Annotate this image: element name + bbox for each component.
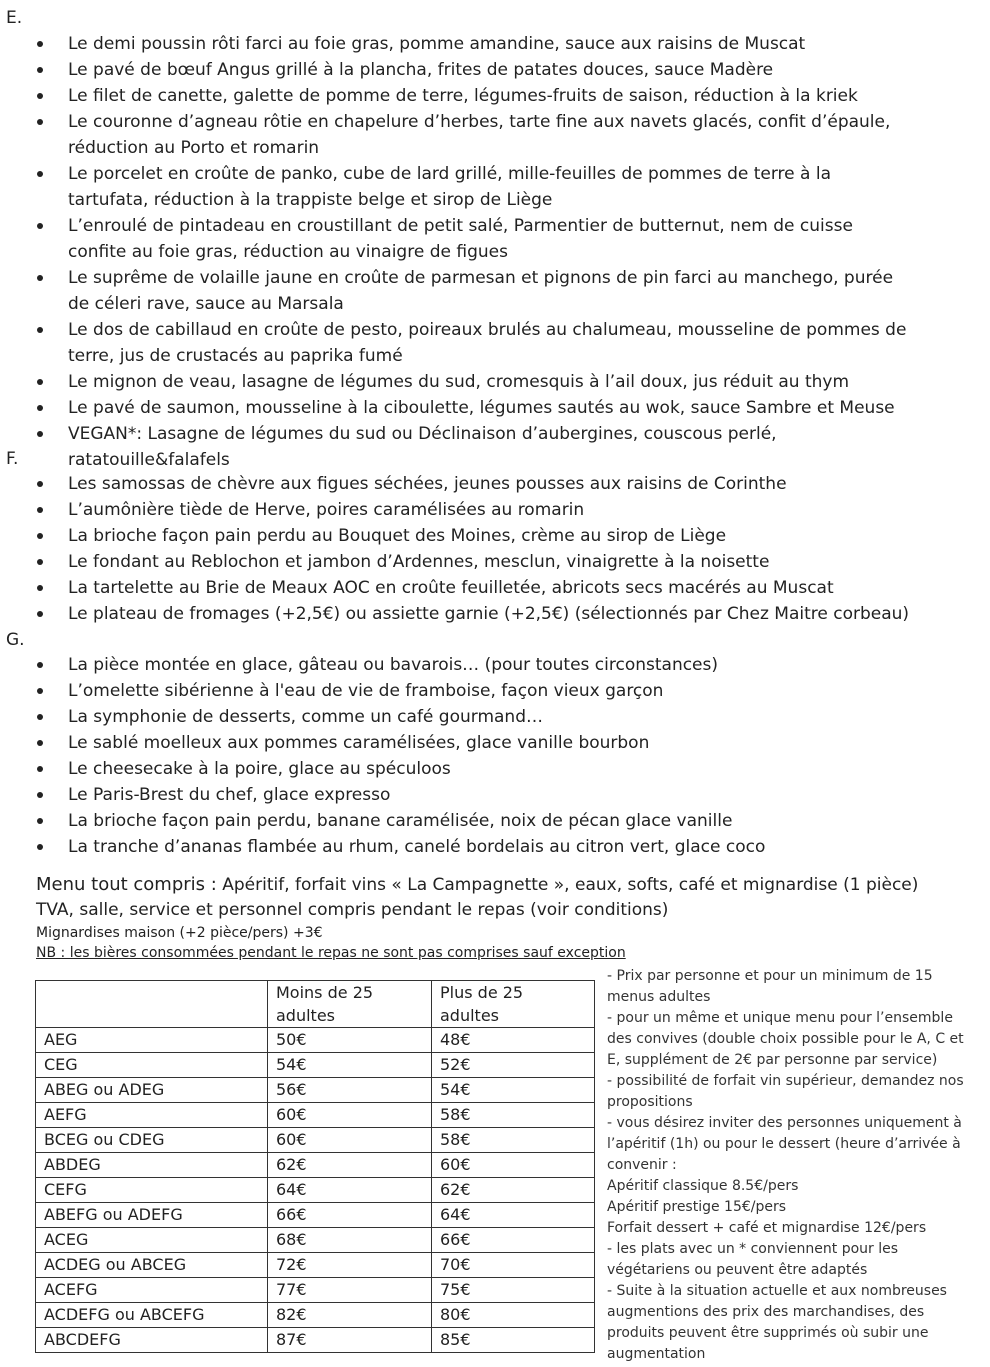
table-row bbox=[36, 1128, 595, 1153]
table-row bbox=[36, 1203, 595, 1228]
menu-combo-cell: CEG bbox=[36, 1053, 268, 1078]
menu-combo-cell: ACDEG ou ABCEG bbox=[36, 1253, 268, 1278]
price-cell: 60€ bbox=[268, 1128, 432, 1153]
table-row bbox=[36, 1303, 595, 1328]
price-cell: 58€ bbox=[432, 1128, 595, 1153]
dish-item: Le mignon de veau, lasagne de légumes du sud, cromesquis à l’ail doux, jus réduit au thym bbox=[0, 369, 990, 395]
menu-combo-cell: ABDEG bbox=[36, 1153, 268, 1178]
menu-combo-cell: ABEFG ou ADEFG bbox=[36, 1203, 268, 1228]
dish-item: La brioche façon pain perdu, banane caramélisée, noix de pécan glace vanille bbox=[0, 808, 990, 834]
price-cell: 68€ bbox=[268, 1228, 432, 1253]
menu-combo-cell: AEFG bbox=[36, 1103, 268, 1128]
dish-item: Le Paris-Brest du chef, glace expresso bbox=[0, 782, 990, 808]
menu-inclusions bbox=[36, 872, 936, 898]
section-letter-e: E. bbox=[6, 8, 23, 28]
dish-item: L’enroulé de pintadeau en croustillant de petit salé, Parmentier de butternut, nem de cuisse confite au foie gras, réduction au vinaigre de figues bbox=[0, 213, 990, 265]
price-cell: 70€ bbox=[432, 1253, 595, 1278]
section-letter-g: G. bbox=[6, 630, 25, 650]
table-row bbox=[36, 1228, 595, 1253]
price-cell: 75€ bbox=[432, 1278, 595, 1303]
dish-item: Le pavé de saumon, mousseline à la ciboulette, légumes sautés au wok, sauce Sambre et Meuse bbox=[0, 395, 990, 421]
condition-line: - possibilité de forfait vin supérieur, demandez nos propositions bbox=[607, 1073, 964, 1110]
price-cell: 54€ bbox=[268, 1053, 432, 1078]
menu-line2: TVA, salle, service et personnel compris pendant le repas (voir conditions) bbox=[36, 900, 669, 920]
dish-item: Le filet de canette, galette de pomme de terre, légumes-fruits de saison, réduction à la kriek bbox=[0, 83, 990, 109]
condition-line: - les plats avec un * conviennent pour les végétariens ou peuvent être adaptés bbox=[607, 1241, 899, 1278]
table-row bbox=[36, 1278, 595, 1303]
price-cell: 85€ bbox=[432, 1328, 595, 1353]
dish-list-g bbox=[0, 652, 990, 860]
dish-item: Le demi poussin rôti farci au foie gras, pomme amandine, sauce aux raisins de Muscat bbox=[0, 31, 990, 57]
price-cell: 72€ bbox=[268, 1253, 432, 1278]
price-cell: 60€ bbox=[268, 1103, 432, 1128]
price-cell: 62€ bbox=[268, 1153, 432, 1178]
price-cell: 60€ bbox=[432, 1153, 595, 1178]
menu-combo-cell: ACEG bbox=[36, 1228, 268, 1253]
table-row bbox=[36, 1153, 595, 1178]
price-cell: 52€ bbox=[432, 1053, 595, 1078]
table-row bbox=[36, 1103, 595, 1128]
dish-item: La brioche façon pain perdu au Bouquet des Moines, crème au sirop de Liège bbox=[0, 523, 990, 549]
condition-line: Apéritif prestige 15€/pers bbox=[607, 1199, 787, 1215]
menu-line3: Mignardises maison (+2 pièce/pers) +3€ bbox=[36, 925, 323, 941]
menu-combo-cell: AEG bbox=[36, 1028, 268, 1053]
dish-item: Le suprême de volaille jaune en croûte de parmesan et pignons de pin farci au manchego, purée de céleri rave, sauce au Marsala bbox=[0, 265, 990, 317]
condition-line: Apéritif classique 8.5€/pers bbox=[607, 1178, 799, 1194]
dish-item: Le sablé moelleux aux pommes caramélisées, glace vanille bourbon bbox=[0, 730, 990, 756]
dish-item: La symphonie de desserts, comme un café gourmand… bbox=[0, 704, 990, 730]
dish-item: Le couronne d’agneau rôtie en chapelure d’herbes, tarte fine aux navets glacés, confit d’épaule, réduction au Porto et romarin bbox=[0, 109, 990, 161]
table-row bbox=[36, 1178, 595, 1203]
price-cell: 62€ bbox=[432, 1178, 595, 1203]
price-cell: 80€ bbox=[432, 1303, 595, 1328]
dish-item: VEGAN*: Lasagne de légumes du sud ou Déclinaison d’aubergines, couscous perlé, ratatouille&falafels bbox=[0, 421, 990, 473]
dish-item: L’omelette sibérienne à l'eau de vie de framboise, façon vieux garçon bbox=[0, 678, 990, 704]
price-table bbox=[35, 980, 595, 1353]
dish-item: Le cheesecake à la poire, glace au spéculoos bbox=[0, 756, 990, 782]
table-row bbox=[36, 1253, 595, 1278]
price-cell: 82€ bbox=[268, 1303, 432, 1328]
menu-combo-cell: ACEFG bbox=[36, 1278, 268, 1303]
price-cell: 66€ bbox=[432, 1228, 595, 1253]
dish-item: Les samossas de chèvre aux figues séchées, jeunes pousses aux raisins de Corinthe bbox=[0, 471, 990, 497]
condition-line: - Prix par personne et pour un minimum de 15 menus adultes bbox=[607, 968, 933, 1005]
table-row bbox=[36, 1078, 595, 1103]
dish-list-e bbox=[0, 31, 990, 473]
dish-item: Le porcelet en croûte de panko, cube de lard grillé, mille-feuilles de pommes de terre à la tartufata, réduction à la trappiste belge et sirop de Liège bbox=[0, 161, 990, 213]
dish-item: Le plateau de fromages (+2,5€) ou assiette garnie (+2,5€) (sélectionnés par Chez Maitre corbeau) bbox=[0, 601, 990, 627]
table-header-cell: Moins de 25 adultes bbox=[268, 981, 432, 1028]
menu-note: NB : les bières consommées pendant le repas ne sont pas comprises sauf exception bbox=[36, 945, 626, 961]
menu-summary bbox=[36, 872, 936, 963]
price-cell: 64€ bbox=[268, 1178, 432, 1203]
price-cell: 54€ bbox=[432, 1078, 595, 1103]
dish-item: Le fondant au Reblochon et jambon d’Ardennes, mesclun, vinaigrette à la noisette bbox=[0, 549, 990, 575]
table-header-row bbox=[36, 981, 595, 1028]
price-cell: 77€ bbox=[268, 1278, 432, 1303]
price-cell: 64€ bbox=[432, 1203, 595, 1228]
dish-list-f bbox=[0, 471, 990, 627]
price-cell: 48€ bbox=[432, 1028, 595, 1053]
menu-lead: Menu tout compris : bbox=[36, 874, 217, 895]
dish-item: Le pavé de bœuf Angus grillé à la plancha, frites de patates douces, sauce Madère bbox=[0, 57, 990, 83]
menu-combo-cell: BCEG ou CDEG bbox=[36, 1128, 268, 1153]
price-cell: 66€ bbox=[268, 1203, 432, 1228]
condition-line: Forfait dessert + café et mignardise 12€/pers bbox=[607, 1220, 927, 1236]
table-row bbox=[36, 1028, 595, 1053]
menu-combo-cell: CEFG bbox=[36, 1178, 268, 1203]
price-cell: 87€ bbox=[268, 1328, 432, 1353]
condition-line: - pour un même et unique menu pour l’ensemble des convives (double choix possible pour le A, C et E, supplément de 2€ par personne par service) bbox=[607, 1010, 964, 1068]
condition-line: - vous désirez inviter des personnes uniquement à l’apéritif (1h) ou pour le dessert (heure d’arrivée à convenir : bbox=[607, 1115, 962, 1173]
dish-item: L’aumônière tiède de Herve, poires caramélisées au romarin bbox=[0, 497, 990, 523]
table-row bbox=[36, 1328, 595, 1353]
table-header-cell: Plus de 25 adultes bbox=[432, 981, 595, 1028]
conditions-notes bbox=[607, 966, 972, 1365]
menu-line1-text: Apéritif, forfait vins « La Campagnette », eaux, softs, café et mignardise (1 pièce) bbox=[222, 875, 919, 895]
dish-item: La pièce montée en glace, gâteau ou bavarois… (pour toutes circonstances) bbox=[0, 652, 990, 678]
menu-combo-cell: ABCDEFG bbox=[36, 1328, 268, 1353]
dish-item: La tranche d’ananas flambée au rhum, canelé bordelais au citron vert, glace coco bbox=[0, 834, 990, 860]
dish-item: Le dos de cabillaud en croûte de pesto, poireaux brulés au chalumeau, mousseline de pommes de terre, jus de crustacés au paprika fumé bbox=[0, 317, 990, 369]
table-row bbox=[36, 1053, 595, 1078]
dish-item: La tartelette au Brie de Meaux AOC en croûte feuilletée, abricots secs macérés au Muscat bbox=[0, 575, 990, 601]
menu-combo-cell: ABEG ou ADEG bbox=[36, 1078, 268, 1103]
price-cell: 50€ bbox=[268, 1028, 432, 1053]
condition-line: - Suite à la situation actuelle et aux nombreuses augmentions des prix des marchandises, des produits peuvent être supprimés où subir une augmentation bbox=[607, 1283, 947, 1362]
section-letter-f: F. bbox=[6, 449, 19, 469]
price-cell: 58€ bbox=[432, 1103, 595, 1128]
price-cell: 56€ bbox=[268, 1078, 432, 1103]
table-header-cell bbox=[36, 981, 268, 1028]
menu-combo-cell: ACDEFG ou ABCEFG bbox=[36, 1303, 268, 1328]
